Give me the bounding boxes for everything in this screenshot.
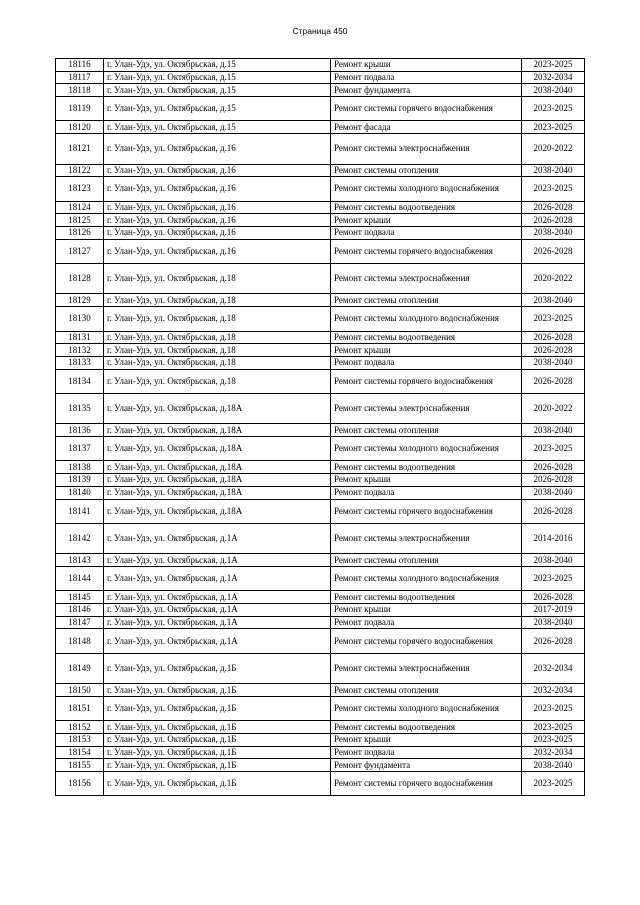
row-number-cell: 18126 bbox=[56, 226, 104, 239]
table-row bbox=[56, 331, 585, 344]
address-cell: г. Улан-Удэ, ул. Октябрьская, д.18А bbox=[104, 499, 331, 523]
row-number-cell: 18137 bbox=[56, 437, 104, 461]
work-type-cell: Ремонт системы водоотведения bbox=[331, 461, 522, 474]
work-type-cell: Ремонт системы горячего водоснабжения bbox=[331, 97, 522, 121]
row-number-cell: 18151 bbox=[56, 696, 104, 720]
row-number-cell: 18129 bbox=[56, 294, 104, 307]
repair-schedule-table bbox=[55, 58, 585, 796]
years-cell: 2026-2028 bbox=[522, 461, 585, 474]
work-type-cell: Ремонт крыши bbox=[331, 214, 522, 227]
years-cell: 2017-2019 bbox=[522, 604, 585, 617]
work-type-cell: Ремонт системы горячего водоснабжения bbox=[331, 239, 522, 263]
address-cell: г. Улан-Удэ, ул. Октябрьская, д.15 bbox=[104, 84, 331, 97]
address-cell: г. Улан-Удэ, ул. Октябрьская, д.1Б bbox=[104, 759, 331, 772]
address-cell: г. Улан-Удэ, ул. Октябрьская, д.1А bbox=[104, 604, 331, 617]
years-cell: 2032-2034 bbox=[522, 71, 585, 84]
address-cell: г. Улан-Удэ, ул. Октябрьская, д.15 bbox=[104, 97, 331, 121]
row-number-cell: 18150 bbox=[56, 684, 104, 697]
row-number-cell: 18135 bbox=[56, 393, 104, 423]
row-number-cell: 18134 bbox=[56, 369, 104, 393]
years-cell: 2026-2028 bbox=[522, 474, 585, 487]
address-cell: г. Улан-Удэ, ул. Октябрьская, д.1А bbox=[104, 629, 331, 653]
table-row bbox=[56, 461, 585, 474]
address-cell: г. Улан-Удэ, ул. Октябрьская, д.18А bbox=[104, 424, 331, 437]
address-cell: г. Улан-Удэ, ул. Октябрьская, д.16 bbox=[104, 134, 331, 164]
table-row bbox=[56, 177, 585, 201]
table-row bbox=[56, 393, 585, 423]
work-type-cell: Ремонт системы горячего водоснабжения bbox=[331, 499, 522, 523]
years-cell: 2038-2040 bbox=[522, 554, 585, 567]
address-cell: г. Улан-Удэ, ул. Октябрьская, д.18 bbox=[104, 344, 331, 357]
row-number-cell: 18146 bbox=[56, 604, 104, 617]
address-cell: г. Улан-Удэ, ул. Октябрьская, д.16 bbox=[104, 226, 331, 239]
years-cell: 2023-2025 bbox=[522, 437, 585, 461]
work-type-cell: Ремонт системы горячего водоснабжения bbox=[331, 772, 522, 796]
row-number-cell: 18121 bbox=[56, 134, 104, 164]
years-cell: 2023-2025 bbox=[522, 59, 585, 72]
row-number-cell: 18149 bbox=[56, 653, 104, 683]
table-row bbox=[56, 134, 585, 164]
table-row bbox=[56, 201, 585, 214]
years-cell: 2020-2022 bbox=[522, 264, 585, 294]
work-type-cell: Ремонт системы водоотведения bbox=[331, 721, 522, 734]
table-row bbox=[56, 474, 585, 487]
work-type-cell: Ремонт системы холодного водоснабжения bbox=[331, 437, 522, 461]
years-cell: 2038-2040 bbox=[522, 164, 585, 177]
row-number-cell: 18156 bbox=[56, 772, 104, 796]
years-cell: 2026-2028 bbox=[522, 369, 585, 393]
years-cell: 2032-2034 bbox=[522, 684, 585, 697]
table-row bbox=[56, 164, 585, 177]
row-number-cell: 18130 bbox=[56, 307, 104, 331]
table-row bbox=[56, 344, 585, 357]
years-cell: 2020-2022 bbox=[522, 393, 585, 423]
work-type-cell: Ремонт системы отопления bbox=[331, 164, 522, 177]
work-type-cell: Ремонт системы электроснабжения bbox=[331, 653, 522, 683]
address-cell: г. Улан-Удэ, ул. Октябрьская, д.1Б bbox=[104, 746, 331, 759]
address-cell: г. Улан-Удэ, ул. Октябрьская, д.1Б bbox=[104, 721, 331, 734]
years-cell: 2023-2025 bbox=[522, 721, 585, 734]
work-type-cell: Ремонт подвала bbox=[331, 486, 522, 499]
table-row bbox=[56, 71, 585, 84]
work-type-cell: Ремонт системы электроснабжения bbox=[331, 134, 522, 164]
work-type-cell: Ремонт системы электроснабжения bbox=[331, 264, 522, 294]
table-body bbox=[56, 59, 585, 796]
row-number-cell: 18119 bbox=[56, 97, 104, 121]
address-cell: г. Улан-Удэ, ул. Октябрьская, д.18А bbox=[104, 461, 331, 474]
address-cell: г. Улан-Удэ, ул. Октябрьская, д.18А bbox=[104, 437, 331, 461]
row-number-cell: 18147 bbox=[56, 616, 104, 629]
row-number-cell: 18145 bbox=[56, 591, 104, 604]
row-number-cell: 18152 bbox=[56, 721, 104, 734]
work-type-cell: Ремонт системы электроснабжения bbox=[331, 393, 522, 423]
table-row bbox=[56, 772, 585, 796]
address-cell: г. Улан-Удэ, ул. Октябрьская, д.18А bbox=[104, 474, 331, 487]
page-number-label: Страница 450 bbox=[292, 26, 348, 36]
table-row bbox=[56, 121, 585, 134]
years-cell: 2026-2028 bbox=[522, 499, 585, 523]
work-type-cell: Ремонт фундамента bbox=[331, 759, 522, 772]
row-number-cell: 18128 bbox=[56, 264, 104, 294]
row-number-cell: 18124 bbox=[56, 201, 104, 214]
address-cell: г. Улан-Удэ, ул. Октябрьская, д.16 bbox=[104, 164, 331, 177]
address-cell: г. Улан-Удэ, ул. Октябрьская, д.18 bbox=[104, 264, 331, 294]
address-cell: г. Улан-Удэ, ул. Октябрьская, д.1А bbox=[104, 523, 331, 553]
table-row bbox=[56, 759, 585, 772]
work-type-cell: Ремонт системы отопления bbox=[331, 684, 522, 697]
work-type-cell: Ремонт системы холодного водоснабжения bbox=[331, 307, 522, 331]
work-type-cell: Ремонт подвала bbox=[331, 226, 522, 239]
years-cell: 2023-2025 bbox=[522, 121, 585, 134]
table-row bbox=[56, 684, 585, 697]
address-cell: г. Улан-Удэ, ул. Октябрьская, д.15 bbox=[104, 121, 331, 134]
years-cell: 2023-2025 bbox=[522, 307, 585, 331]
years-cell: 2023-2025 bbox=[522, 566, 585, 590]
work-type-cell: Ремонт подвала bbox=[331, 71, 522, 84]
table-row bbox=[56, 733, 585, 746]
table-row bbox=[56, 554, 585, 567]
row-number-cell: 18142 bbox=[56, 523, 104, 553]
work-type-cell: Ремонт системы холодного водоснабжения bbox=[331, 696, 522, 720]
work-type-cell: Ремонт системы горячего водоснабжения bbox=[331, 629, 522, 653]
years-cell: 2026-2028 bbox=[522, 591, 585, 604]
years-cell: 2038-2040 bbox=[522, 759, 585, 772]
row-number-cell: 18139 bbox=[56, 474, 104, 487]
years-cell: 2026-2028 bbox=[522, 214, 585, 227]
row-number-cell: 18148 bbox=[56, 629, 104, 653]
table-row bbox=[56, 653, 585, 683]
work-type-cell: Ремонт подвала bbox=[331, 616, 522, 629]
years-cell: 2038-2040 bbox=[522, 226, 585, 239]
work-type-cell: Ремонт крыши bbox=[331, 474, 522, 487]
work-type-cell: Ремонт системы горячего водоснабжения bbox=[331, 369, 522, 393]
table-row bbox=[56, 59, 585, 72]
work-type-cell: Ремонт системы водоотведения bbox=[331, 331, 522, 344]
row-number-cell: 18133 bbox=[56, 356, 104, 369]
work-type-cell: Ремонт системы отопления bbox=[331, 424, 522, 437]
table-row bbox=[56, 307, 585, 331]
table-row bbox=[56, 356, 585, 369]
table-row bbox=[56, 264, 585, 294]
work-type-cell: Ремонт системы отопления bbox=[331, 294, 522, 307]
address-cell: г. Улан-Удэ, ул. Октябрьская, д.1А bbox=[104, 616, 331, 629]
work-type-cell: Ремонт крыши bbox=[331, 733, 522, 746]
table-row bbox=[56, 566, 585, 590]
table-row bbox=[56, 604, 585, 617]
table-row bbox=[56, 721, 585, 734]
work-type-cell: Ремонт системы электроснабжения bbox=[331, 523, 522, 553]
address-cell: г. Улан-Удэ, ул. Октябрьская, д.16 bbox=[104, 214, 331, 227]
work-type-cell: Ремонт крыши bbox=[331, 604, 522, 617]
row-number-cell: 18116 bbox=[56, 59, 104, 72]
work-type-cell: Ремонт системы отопления bbox=[331, 554, 522, 567]
years-cell: 2032-2034 bbox=[522, 653, 585, 683]
years-cell: 2026-2028 bbox=[522, 201, 585, 214]
table-row bbox=[56, 437, 585, 461]
address-cell: г. Улан-Удэ, ул. Октябрьская, д.15 bbox=[104, 59, 331, 72]
row-number-cell: 18117 bbox=[56, 71, 104, 84]
years-cell: 2038-2040 bbox=[522, 356, 585, 369]
address-cell: г. Улан-Удэ, ул. Октябрьская, д.1А bbox=[104, 591, 331, 604]
table-row bbox=[56, 523, 585, 553]
address-cell: г. Улан-Удэ, ул. Октябрьская, д.18 bbox=[104, 369, 331, 393]
table-row bbox=[56, 746, 585, 759]
years-cell: 2023-2025 bbox=[522, 177, 585, 201]
row-number-cell: 18127 bbox=[56, 239, 104, 263]
address-cell: г. Улан-Удэ, ул. Октябрьская, д.16 bbox=[104, 201, 331, 214]
row-number-cell: 18144 bbox=[56, 566, 104, 590]
row-number-cell: 18136 bbox=[56, 424, 104, 437]
years-cell: 2026-2028 bbox=[522, 239, 585, 263]
table-row bbox=[56, 239, 585, 263]
row-number-cell: 18120 bbox=[56, 121, 104, 134]
table-row bbox=[56, 294, 585, 307]
address-cell: г. Улан-Удэ, ул. Октябрьская, д.1Б bbox=[104, 653, 331, 683]
work-type-cell: Ремонт системы водоотведения bbox=[331, 201, 522, 214]
table-row bbox=[56, 369, 585, 393]
table-row bbox=[56, 696, 585, 720]
row-number-cell: 18143 bbox=[56, 554, 104, 567]
years-cell: 2020-2022 bbox=[522, 134, 585, 164]
address-cell: г. Улан-Удэ, ул. Октябрьская, д.18 bbox=[104, 307, 331, 331]
address-cell: г. Улан-Удэ, ул. Октябрьская, д.1А bbox=[104, 554, 331, 567]
table-row bbox=[56, 97, 585, 121]
row-number-cell: 18138 bbox=[56, 461, 104, 474]
years-cell: 2023-2025 bbox=[522, 696, 585, 720]
row-number-cell: 18140 bbox=[56, 486, 104, 499]
address-cell: г. Улан-Удэ, ул. Октябрьская, д.16 bbox=[104, 239, 331, 263]
address-cell: г. Улан-Удэ, ул. Октябрьская, д.1Б bbox=[104, 772, 331, 796]
years-cell: 2026-2028 bbox=[522, 344, 585, 357]
table-row bbox=[56, 486, 585, 499]
address-cell: г. Улан-Удэ, ул. Октябрьская, д.15 bbox=[104, 71, 331, 84]
table-row bbox=[56, 629, 585, 653]
table-row bbox=[56, 591, 585, 604]
table-row bbox=[56, 424, 585, 437]
table-row bbox=[56, 616, 585, 629]
years-cell: 2023-2025 bbox=[522, 97, 585, 121]
work-type-cell: Ремонт подвала bbox=[331, 356, 522, 369]
address-cell: г. Улан-Удэ, ул. Октябрьская, д.1Б bbox=[104, 733, 331, 746]
years-cell: 2038-2040 bbox=[522, 486, 585, 499]
years-cell: 2023-2025 bbox=[522, 733, 585, 746]
work-type-cell: Ремонт крыши bbox=[331, 344, 522, 357]
years-cell: 2026-2028 bbox=[522, 629, 585, 653]
address-cell: г. Улан-Удэ, ул. Октябрьская, д.16 bbox=[104, 177, 331, 201]
work-type-cell: Ремонт фундамента bbox=[331, 84, 522, 97]
years-cell: 2032-2034 bbox=[522, 746, 585, 759]
years-cell: 2038-2040 bbox=[522, 84, 585, 97]
row-number-cell: 18155 bbox=[56, 759, 104, 772]
table-row bbox=[56, 84, 585, 97]
row-number-cell: 18153 bbox=[56, 733, 104, 746]
address-cell: г. Улан-Удэ, ул. Октябрьская, д.18 bbox=[104, 356, 331, 369]
row-number-cell: 18132 bbox=[56, 344, 104, 357]
work-type-cell: Ремонт подвала bbox=[331, 746, 522, 759]
address-cell: г. Улан-Удэ, ул. Октябрьская, д.18А bbox=[104, 393, 331, 423]
work-type-cell: Ремонт крыши bbox=[331, 59, 522, 72]
row-number-cell: 18122 bbox=[56, 164, 104, 177]
table-row bbox=[56, 214, 585, 227]
years-cell: 2038-2040 bbox=[522, 294, 585, 307]
address-cell: г. Улан-Удэ, ул. Октябрьская, д.1А bbox=[104, 566, 331, 590]
row-number-cell: 18131 bbox=[56, 331, 104, 344]
work-type-cell: Ремонт системы водоотведения bbox=[331, 591, 522, 604]
work-type-cell: Ремонт системы холодного водоснабжения bbox=[331, 177, 522, 201]
years-cell: 2023-2025 bbox=[522, 772, 585, 796]
work-type-cell: Ремонт фасада bbox=[331, 121, 522, 134]
address-cell: г. Улан-Удэ, ул. Октябрьская, д.1Б bbox=[104, 696, 331, 720]
row-number-cell: 18154 bbox=[56, 746, 104, 759]
years-cell: 2026-2028 bbox=[522, 331, 585, 344]
row-number-cell: 18118 bbox=[56, 84, 104, 97]
row-number-cell: 18123 bbox=[56, 177, 104, 201]
years-cell: 2038-2040 bbox=[522, 616, 585, 629]
years-cell: 2014-2016 bbox=[522, 523, 585, 553]
table-row bbox=[56, 226, 585, 239]
table-row bbox=[56, 499, 585, 523]
address-cell: г. Улан-Удэ, ул. Октябрьская, д.1Б bbox=[104, 684, 331, 697]
work-type-cell: Ремонт системы холодного водоснабжения bbox=[331, 566, 522, 590]
address-cell: г. Улан-Удэ, ул. Октябрьская, д.18 bbox=[104, 294, 331, 307]
row-number-cell: 18141 bbox=[56, 499, 104, 523]
address-cell: г. Улан-Удэ, ул. Октябрьская, д.18 bbox=[104, 331, 331, 344]
years-cell: 2038-2040 bbox=[522, 424, 585, 437]
address-cell: г. Улан-Удэ, ул. Октябрьская, д.18А bbox=[104, 486, 331, 499]
row-number-cell: 18125 bbox=[56, 214, 104, 227]
